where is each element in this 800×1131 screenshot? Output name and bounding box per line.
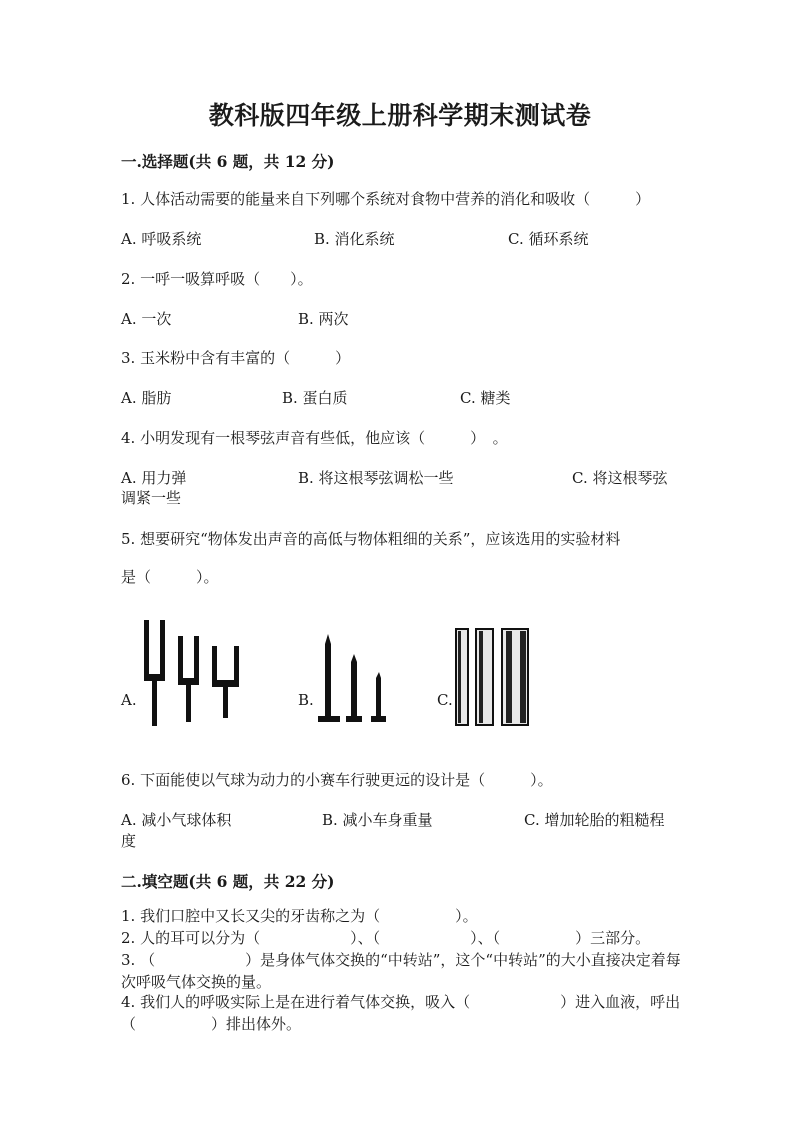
question-4-option-c-continued: 调紧一些 — [121, 489, 182, 507]
fill-blank-item-1: 1. 我们口腔中又长又尖的牙齿称之为（ ）。 — [121, 907, 478, 925]
question-4-option-c: C. 将这根琴弦 — [572, 469, 668, 487]
question-5-option-c: C. — [437, 691, 453, 709]
question-5-option-a: A. — [121, 691, 137, 709]
tuning-forks-image — [140, 618, 250, 728]
question-1-option-c: C. 循环系统 — [508, 230, 589, 248]
question-6-stem: 6. 下面能使以气球为动力的小赛车行驶更远的设计是（ ）。 — [121, 771, 553, 789]
question-2-option-b: B. 两次 — [298, 310, 349, 328]
question-3-option-a: A. 脂肪 — [121, 389, 172, 407]
question-6-option-c-continued: 度 — [121, 832, 137, 850]
question-3-option-c: C. 糖类 — [460, 389, 511, 407]
nails-image — [314, 632, 394, 728]
page-title: 教科版四年级上册科学期末测试卷 — [208, 101, 592, 130]
fill-blank-item-4: 4. 我们人的呼吸实际上是在进行着气体交换，吸入（ ）进入血液，呼出（ ）排出体外。 — [121, 993, 681, 1033]
question-2-option-a: A. 一次 — [121, 310, 172, 328]
rods-image — [454, 626, 534, 728]
question-3-option-b: B. 蛋白质 — [282, 389, 348, 407]
question-1-stem: 1. 人体活动需要的能量来自下列哪个系统对食物中营养的消化和吸收（ ） — [121, 190, 651, 208]
question-4-stem: 4. 小明发现有一根琴弦声音有些低，他应该（ ） 。 — [121, 429, 508, 447]
question-1-option-a: A. 呼吸系统 — [121, 230, 202, 248]
question-4-option-b: B. 将这根琴弦调松一些 — [298, 469, 454, 487]
question-6-option-b: B. 减小车身重量 — [322, 811, 433, 829]
question-5-stem-line2: 是（ ）。 — [121, 568, 219, 586]
question-3-stem: 3. 玉米粉中含有丰富的（ ） — [121, 349, 351, 367]
question-4-option-a: A. 用力弹 — [121, 469, 187, 487]
question-6-option-c: C. 增加轮胎的粗糙程 — [524, 811, 665, 829]
question-5-option-b: B. — [298, 691, 314, 709]
section-heading-choice: 一.选择题(共 6 题，共 12 分) — [121, 152, 335, 171]
question-1-option-b: B. 消化系统 — [314, 230, 395, 248]
question-2-stem: 2. 一呼一吸算呼吸（ ）。 — [121, 270, 313, 288]
question-5-stem-line1: 5. 想要研究“物体发出声音的高低与物体粗细的关系”，应该选用的实验材料 — [121, 530, 621, 548]
fill-blank-item-3: 3. （ ）是身体气体交换的“中转站”，这个“中转站”的大小直接决定着每次呼吸气体交换的量。 — [121, 951, 681, 991]
fill-blank-item-2: 2. 人的耳可以分为（ ）、（ ）、（ ）三部分。 — [121, 929, 651, 947]
section-heading-fill-blank: 二.填空题(共 6 题，共 22 分) — [121, 872, 335, 891]
question-6-option-a: A. 减小气球体积 — [121, 811, 232, 829]
